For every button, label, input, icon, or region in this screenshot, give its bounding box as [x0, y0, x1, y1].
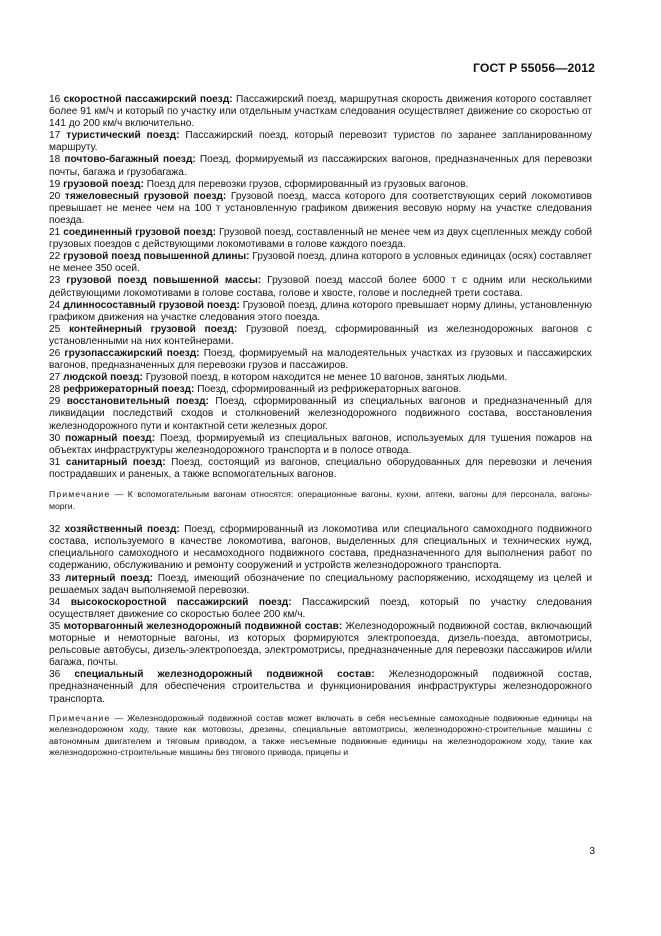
term-list-secondary: [49, 524, 592, 705]
term-number: 19: [49, 178, 61, 190]
term-definition: Поезд, имеющий обозначение по специальному распоряжению, исходящему из целей и решаемых задач выполняемой перевозки.: [49, 572, 592, 596]
term-definition: Поезд, сформированный из рефрижераторных вагонов.: [194, 384, 462, 396]
term-entry: [49, 396, 592, 432]
term-number: 21: [49, 227, 61, 239]
term-name: соединенный грузовой поезд:: [63, 227, 217, 239]
document-body: [49, 94, 592, 759]
note-text: — Железнодорожный подвижной состав может включать в себя несъемные самоходные подвижные единицы на железнодорожном ходу, такие как мотовозы, дрезины, специальные автомотрисы, железнодорожно-строительные машины с автономным двигателем и тяговым приводом, а также несъемные подвижные единицы на железнодорожном ходу, такие как железнодорожно-строительные машины без тягового привода, прицепы и: [49, 712, 592, 758]
term-number: 26: [49, 347, 61, 359]
term-number: 20: [49, 190, 61, 202]
term-name: литерный поезд:: [65, 572, 153, 584]
term-number: 31: [49, 456, 61, 468]
term-definition: Пассажирский поезд, который по участку следования осуществляет движение со скоростью более 200 км/ч.: [49, 596, 592, 620]
term-definition: Грузовой поезд, длина которого превышает норму длины, установленную графиком движения на участке следования этого поезда.: [49, 299, 592, 323]
term-definition: Грузовой поезд, длина которого в условных единицах (осях) составляет не менее 350 осей.: [49, 251, 592, 275]
term-entry: [49, 597, 592, 621]
term-number: 32: [49, 524, 61, 536]
term-definition: Пассажирский поезд, маршрутная скорость движения которого составляет более 91 км/ч и который по участку или отдельным участкам следования осуществляет движение со скоростью от 141 до 200 км/ч включительно.: [49, 94, 592, 130]
term-name: моторвагонный железнодорожный подвижной состав:: [63, 620, 343, 632]
term-number: 35: [49, 620, 61, 632]
term-number: 34: [49, 596, 61, 608]
term-name: грузовой поезд:: [63, 178, 144, 190]
term-name: скоростной пассажирский поезд:: [63, 94, 233, 105]
note-label: Примечание: [49, 712, 111, 723]
term-number: 28: [49, 384, 61, 396]
term-definition: Поезд, состоящий из вагонов, специально оборудованных для перевозки и лечения пострадавших и раненых, а также вспомогательных вагонов.: [49, 456, 592, 480]
term-definition: Поезд, сформированный из специальных вагонов и предназначенный для ликвидации последствий сходов и столкновений железнодорожного подвижного состава, восстановления железнодорожного пути и контактной сети железных дорог.: [49, 396, 592, 432]
term-entry: [49, 94, 592, 130]
term-name: хозяйственный поезд:: [64, 524, 180, 536]
term-number: 18: [49, 154, 61, 166]
term-entry: [49, 227, 592, 251]
term-list-primary: [49, 94, 592, 481]
term-number: 33: [49, 572, 61, 584]
term-entry: [49, 251, 592, 275]
term-name: тяжеловесный грузовой поезд:: [64, 190, 227, 202]
document-standard-code: ГОСТ Р 55056—2012: [473, 61, 595, 75]
term-definition: Грузовой поезд, в котором находится не менее 10 вагонов, занятых людьми.: [142, 372, 508, 384]
term-name: рефрижераторный поезд:: [63, 384, 195, 396]
term-entry: [49, 457, 592, 481]
term-entry: [49, 300, 592, 324]
term-number: 36: [49, 669, 61, 681]
term-definition: Железнодорожный подвижной состав, включающий моторные и немоторные вагоны, из которых формируются электропоезда, дизель-поезда, автомотрисы, рельсовые автобусы, дизель-электропоезда, электромотрисы, предназначенные для перевозки пассажиров и/или багажа, почты.: [49, 620, 592, 669]
term-entry: [49, 130, 592, 154]
term-definition: Грузовой поезд, масса которого для соответствующих серий локомотивов превышает не менее чем на 100 т установленную графиком движения весовую норму на участке следования поезда.: [49, 190, 592, 226]
term-name: туристический поезд:: [66, 130, 180, 142]
term-entry: [49, 154, 592, 178]
term-name: пожарный поезд:: [65, 432, 156, 444]
term-definition: Поезд, формируемый на малодеятельных участках из грузовых и пассажирских вагонов, предназначенных для перевозки грузов и пассажиров.: [49, 347, 592, 372]
term-definition: Пассажирский поезд, который перевозит туристов по заранее запланированному маршруту.: [49, 130, 592, 154]
term-entry: [49, 573, 592, 597]
term-name: высокоскоростной пассажирский поезд:: [70, 596, 292, 608]
term-entry: [49, 179, 592, 191]
term-name: грузовой поезд повышенной длины:: [63, 251, 250, 263]
term-definition: Поезд, сформированный из локомотива или специального самоходного подвижного состава, используемого в качестве локомотива, вагонов, выделенных для специальных и технических нужд, специального самоходного и несамоходного подвижного состава, предназначенного для выполнения работ по содержанию, обслуживанию и ремонту сооружений и устройств железнодорожного транспорта.: [49, 524, 592, 572]
term-name: почтово-багажный поезд:: [64, 154, 196, 166]
term-name: контейнерный грузовой поезд:: [68, 323, 238, 335]
page-number: 3: [589, 846, 595, 857]
term-name: грузопассажирский поезд:: [64, 347, 200, 359]
term-number: 27: [49, 372, 61, 384]
term-definition: Поезд, формируемый из пассажирских вагонов, предназначенных для перевозки почты, багажа и грузобагажа.: [49, 154, 592, 178]
term-entry: [49, 324, 592, 348]
term-definition: Поезд для перевозки грузов, сформированный из грузовых вагонов.: [143, 178, 469, 190]
term-definition: Грузовой поезд массой более 6000 т с одним или несколькими действующими локомотивами в голове состава, голове и хвосте, голове и последней трети состава.: [49, 275, 592, 299]
term-definition: Грузовой поезд, сформированный из железнодорожных вагонов с установленными на них контейнерами.: [49, 323, 592, 347]
term-definition: Грузовой поезд, составленный не менее чем из двух сцепленных между собой грузовых поездов с действующими локомотивами в голове каждого поезда.: [49, 227, 592, 251]
term-name: санитарный поезд:: [65, 456, 166, 468]
term-entry: [49, 621, 592, 669]
note-text: — К вспомогательным вагонам относятся: операционные вагоны, кухни, аптеки, вагоны для персонала, вагоны-морги.: [49, 489, 592, 511]
term-entry: [49, 348, 592, 372]
term-number: 23: [49, 275, 61, 287]
term-number: 25: [49, 323, 61, 335]
term-name: людской поезд:: [63, 372, 143, 384]
term-name: восстановительный поезд:: [66, 396, 209, 408]
term-number: 22: [49, 251, 61, 263]
term-entry: [49, 275, 592, 299]
note-label: Примечание: [49, 489, 111, 499]
term-name: длинносоставный грузовой поезд:: [63, 299, 240, 311]
term-number: 16: [49, 94, 61, 105]
term-entry: [49, 433, 592, 457]
term-number: 24: [49, 299, 61, 311]
term-entry: [49, 524, 592, 572]
term-entry: [49, 384, 592, 396]
term-entry: [49, 372, 592, 384]
term-name: специальный железнодорожный подвижной состав:: [74, 669, 375, 681]
note-rolling-stock: [49, 713, 592, 759]
term-name: грузовой поезд повышенной массы:: [66, 275, 262, 287]
term-number: 29: [49, 396, 61, 408]
term-number: 17: [49, 130, 61, 142]
term-number: 30: [49, 432, 61, 444]
term-entry: [49, 191, 592, 227]
term-entry: [49, 669, 592, 705]
term-definition: Железнодорожный подвижной состав, предназначенный для обеспечения строительства и функционирования инфраструктуры железнодорожного транспорта.: [49, 669, 592, 705]
note-auxiliary-wagons: [49, 489, 592, 512]
term-definition: Поезд, формируемый из специальных вагонов, используемых для тушения пожаров на объектах инфраструктуры железнодорожного транспорта и в полосе отвода.: [49, 432, 592, 456]
